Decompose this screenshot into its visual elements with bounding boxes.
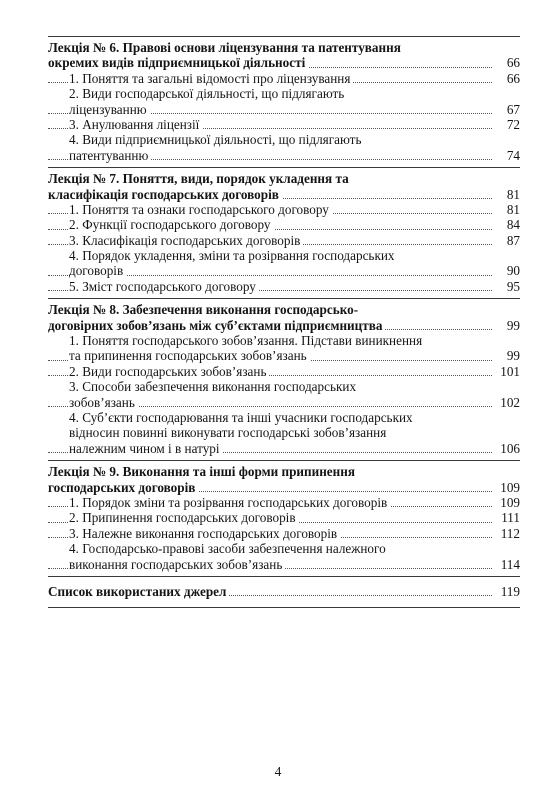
toc-heading-line [48,187,520,202]
toc-page-number: 66 [492,55,520,70]
toc-page-number: 112 [492,526,520,541]
toc-page-number: 119 [492,584,520,599]
toc-entry-line [48,348,520,363]
toc-entry-text: 3. Класифікація господарських договорів [69,233,303,248]
toc-entry-line [48,202,520,217]
toc-heading-line [48,480,520,495]
toc-entry-text: Лекція № 7. Поняття, види, порядок укладення та [48,171,352,186]
toc-entry-text: 2. Припинення господарських договорів [69,510,299,525]
toc-heading-line [48,464,520,479]
toc-entry-text: 1. Порядок зміни та розірвання господарських договорів [69,495,390,510]
toc-section [48,576,520,608]
toc-page-number: 95 [492,279,520,294]
toc-entry-line [48,410,520,425]
toc-entry-line [48,86,520,101]
toc-entry-line [48,364,520,379]
toc-entry-text: окремих видів підприємницької діяльності [48,55,308,70]
toc-entry-text: 4. Порядок укладення, зміни та розірвання господарських [69,248,398,263]
toc-entry-line [48,441,520,456]
toc-heading-line [48,584,520,599]
toc-page-number: 81 [492,187,520,202]
toc-entry-line [48,425,520,440]
toc-entry-line [48,526,520,541]
toc-entry-line [48,333,520,348]
toc-entry-text: та припинення господарських зобов’язань [69,348,310,363]
toc-entry-text: Лекція № 6. Правові основи ліцензування та патентування [48,40,404,55]
toc-entry-text: 4. Господарсько-правові засоби забезпечення належного [69,541,389,556]
toc-section [48,298,520,460]
toc-entry-text: зобов’язань [69,395,138,410]
toc-entry-line [48,117,520,132]
toc-entry-text: 4. Суб’єкти господарювання та інші учасники господарських [69,410,416,425]
toc-entry-line [48,541,520,556]
toc-section [48,460,520,576]
toc-page-number: 66 [492,71,520,86]
toc-entry-text: 1. Поняття та загальні відомості про ліцензування [69,71,353,86]
toc-entry-text: 1. Поняття та ознаки господарського договору [69,202,332,217]
page-number: 4 [274,764,282,779]
toc-entry-line [48,279,520,294]
toc-section [48,36,520,167]
toc-entry-text: патентуванню [69,148,151,163]
toc-entry-text: договірних зобов’язань між суб’єктами підприємництва [48,318,385,333]
toc-entry-line [48,102,520,117]
toc-page-number: 72 [492,117,520,132]
toc-section [48,167,520,298]
toc-entry-line [48,248,520,263]
toc-entry-text: 2. Функції господарського договору [69,217,274,232]
toc-page-number: 84 [492,217,520,232]
toc-page-number: 109 [492,495,520,510]
toc-entry-text: 5. Зміст господарського договору [69,279,259,294]
toc-heading-line [48,55,520,70]
toc-entry-text: виконання господарських зобов’язань [69,557,285,572]
toc-entry-text: 3. Анулювання ліцензії [69,117,202,132]
toc-entry-text: 3. Способи забезпечення виконання господарських [69,379,359,394]
toc-entry-text: Лекція № 8. Забезпечення виконання господарсько- [48,302,361,317]
toc-entry-text: 1. Поняття господарського зобов’язання. Підстави виникнення [69,333,425,348]
toc-entry-line [48,263,520,278]
toc-entry-line [48,379,520,394]
toc-entry-text: господарських договорів [48,480,198,495]
toc-entry-line [48,557,520,572]
toc-entry-line [48,217,520,232]
toc-entry-line [48,233,520,248]
toc-page-number: 114 [492,557,520,572]
toc-entry-text: 4. Види підприємницької діяльності, що підлягають [69,132,364,147]
toc-entry-text: ліцензуванню [69,102,150,117]
table-of-contents [48,36,520,608]
toc-heading-line [48,40,520,55]
toc-entry-text: Лекція № 9. Виконання та інші форми припинення [48,464,358,479]
toc-entry-line [48,71,520,86]
toc-page-number: 111 [492,510,520,525]
toc-entry-line [48,148,520,163]
toc-entry-text: договорів [69,263,126,278]
toc-entry-line [48,510,520,525]
toc-heading-line [48,318,520,333]
toc-entry-line [48,395,520,410]
toc-entry-text: 2. Види господарської діяльності, що підлягають [69,86,347,101]
toc-entry-text: відносин повинні виконувати господарські зобов’язання [69,425,389,440]
toc-page-number: 99 [492,348,520,363]
toc-page-number: 101 [492,364,520,379]
toc-entry-line [48,495,520,510]
toc-heading-line [48,171,520,186]
toc-page-number: 99 [492,318,520,333]
toc-page-number: 109 [492,480,520,495]
toc-entry-text: 3. Належне виконання господарських договорів [69,526,340,541]
toc-page-number: 102 [492,395,520,410]
toc-entry-text: належним чином і в натурі [69,441,223,456]
toc-page-number: 106 [492,441,520,456]
toc-page-number: 87 [492,233,520,248]
toc-entry-text: Список використаних джерел [48,584,229,599]
toc-heading-line [48,302,520,317]
toc-entry-text: класифікація господарських договорів [48,187,282,202]
toc-entry-text: 2. Види господарських зобов’язань [69,364,269,379]
toc-entry-line [48,132,520,147]
toc-page-number: 81 [492,202,520,217]
toc-page-number: 74 [492,148,520,163]
toc-page-number: 67 [492,102,520,117]
toc-page-number: 90 [492,263,520,278]
